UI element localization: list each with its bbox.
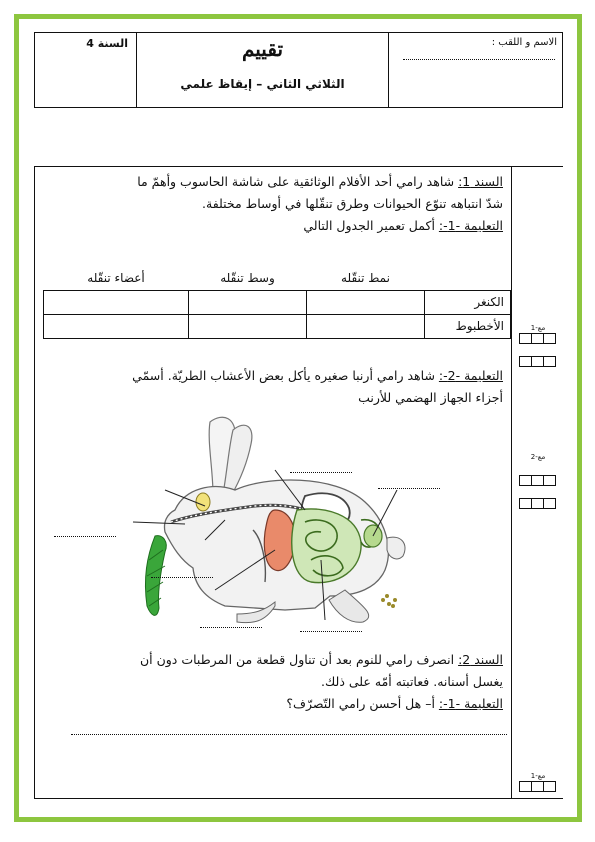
- sanad1-text2: شدّ انتباهه تنوّع الحيوانات وطرق تنقّلها في أوساط مختلفة.: [202, 196, 503, 211]
- answer-cell[interactable]: [307, 290, 425, 314]
- answer-cell[interactable]: [189, 314, 307, 338]
- sanad2-instruction-label: التعليمة -1-:: [438, 696, 503, 711]
- scores-column: [515, 166, 563, 798]
- score-box[interactable]: [543, 498, 556, 509]
- label-blank-stomach[interactable]: [200, 627, 262, 628]
- score-boxes: [518, 475, 558, 486]
- answer-cell[interactable]: [189, 290, 307, 314]
- answer-line[interactable]: [71, 734, 507, 735]
- sanad2-text1: انصرف رامي للنوم بعد أن تناول قطعة من المرطبات دون أن: [139, 652, 459, 667]
- answer-cell[interactable]: [44, 314, 189, 338]
- score-boxes: [518, 498, 558, 509]
- instruction1-line: [43, 216, 503, 236]
- page-subtitle: الثلاثي الثاني – إيقاظ علمي: [180, 77, 345, 91]
- score-box[interactable]: [543, 475, 556, 486]
- sanad1-heading: السند 1:: [458, 174, 503, 189]
- sanad1-line1: [43, 172, 503, 192]
- sanad2-heading: السند 2:: [458, 652, 503, 667]
- year-label: السنة 4: [86, 37, 128, 50]
- year-cell: [35, 33, 137, 107]
- label-blank-liver[interactable]: [290, 472, 352, 473]
- score-group-3: [518, 772, 558, 792]
- answer-cell[interactable]: [44, 290, 189, 314]
- sanad2-instruction-line: [43, 694, 503, 714]
- score-boxes: [518, 356, 558, 367]
- table-header: وسط تنقّله: [189, 266, 307, 290]
- sanad2-instruction-text: أ– هل أحسن رامي التّصرّف؟: [286, 696, 439, 711]
- instruction2-label: التعليمة -2-:: [438, 368, 503, 383]
- row-label: الأخطبوط: [425, 314, 511, 338]
- instruction2-text2: أجزاء الجهاز الهضمي للأرنب: [358, 390, 503, 405]
- sanad2-text2: يغسل أسنانه. فعاتبته أمّه على ذلك.: [321, 674, 503, 689]
- name-field[interactable]: [403, 59, 555, 60]
- score-label: مع-1: [530, 772, 546, 780]
- label-blank-esophagus[interactable]: [151, 577, 213, 578]
- instruction1-label: التعليمة -1-:: [438, 218, 503, 233]
- table-header-row: [44, 266, 511, 290]
- sanad1-text1: شاهد رامي أحد الأفلام الوثائقية على شاشة الحاسوب وأهمّ ما: [137, 174, 459, 189]
- sanad2-line1: [43, 650, 503, 670]
- score-label: مع-2: [530, 453, 546, 461]
- table-header: أعضاء تنقّله: [44, 266, 189, 290]
- table-header: نمط تنقّله: [307, 266, 425, 290]
- score-box[interactable]: [543, 333, 556, 344]
- score-group-2: [518, 453, 558, 509]
- answer-cell[interactable]: [307, 314, 425, 338]
- page-title: تقييم: [241, 37, 284, 61]
- rabbit-illustration: [125, 410, 415, 645]
- label-blank-intestine[interactable]: [300, 631, 362, 632]
- animals-table: [43, 266, 511, 339]
- score-group-1: [518, 324, 558, 367]
- score-label: مع-1: [530, 324, 546, 332]
- instruction1-text: أكمل تعمير الجدول التالي: [303, 218, 439, 233]
- header-box: [34, 32, 563, 108]
- table-corner: [425, 266, 511, 290]
- label-blank-mouth[interactable]: [54, 536, 116, 537]
- name-label: الاسم و اللقب :: [491, 37, 557, 48]
- content-bottom-rule: [34, 798, 563, 799]
- table-row: [44, 290, 511, 314]
- row-label: الكنغر: [425, 290, 511, 314]
- score-boxes: [518, 333, 558, 344]
- name-cell: [389, 33, 563, 107]
- title-cell: [137, 33, 389, 107]
- label-blank-caecum[interactable]: [378, 488, 440, 489]
- table-row: [44, 314, 511, 338]
- instruction2-text1: شاهد رامي أرنبا صغيره يأكل بعض الأعشاب الطريّة. أسمّي: [132, 368, 439, 383]
- score-box[interactable]: [543, 781, 556, 792]
- score-boxes: [518, 781, 558, 792]
- score-box[interactable]: [543, 356, 556, 367]
- rabbit-digestive-diagram: [125, 410, 415, 645]
- instruction2-line1: [43, 366, 503, 386]
